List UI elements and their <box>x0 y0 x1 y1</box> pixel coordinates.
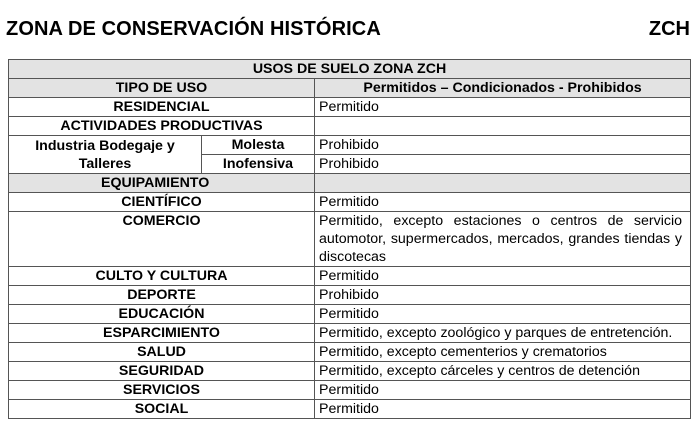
table-row <box>9 136 691 155</box>
row-label: SEGURIDAD <box>9 362 315 381</box>
table-row <box>9 362 691 381</box>
row-label-inofensiva: Inofensiva <box>202 155 315 174</box>
row-label: ESPARCIMIENTO <box>9 324 315 343</box>
table-row <box>9 400 691 419</box>
row-label-equipamiento: EQUIPAMIENTO <box>9 174 315 193</box>
row-label: CIENTÍFICO <box>9 193 315 212</box>
row-value: Permitido <box>315 400 691 419</box>
row-value: Permitido, excepto cementerios y crematorios <box>315 343 691 362</box>
table-row <box>9 343 691 362</box>
row-value: Permitido <box>315 267 691 286</box>
row-label: SALUD <box>9 343 315 362</box>
table-row <box>9 212 691 267</box>
table-header-row <box>9 79 691 98</box>
table-row <box>9 381 691 400</box>
table-row <box>9 286 691 305</box>
table-row <box>9 324 691 343</box>
row-value: Permitido <box>315 381 691 400</box>
row-label: CULTO Y CULTURA <box>9 267 315 286</box>
row-value-equipamiento <box>315 174 691 193</box>
zone-code: ZCH <box>648 18 690 40</box>
row-label-actividades: ACTIVIDADES PRODUCTIVAS <box>9 117 315 136</box>
row-label: SERVICIOS <box>9 381 315 400</box>
table-row <box>9 174 691 193</box>
table-row <box>9 117 691 136</box>
row-value-residencial: Permitido <box>315 98 691 117</box>
page-title: ZONA DE CONSERVACIÓN HISTÓRICA <box>6 18 381 40</box>
table-caption: USOS DE SUELO ZONA ZCH <box>9 60 691 79</box>
row-value: Prohibido <box>315 286 691 305</box>
row-label: SOCIAL <box>9 400 315 419</box>
row-label: EDUCACIÓN <box>9 305 315 324</box>
land-use-table <box>8 59 691 419</box>
table-row <box>9 193 691 212</box>
row-value: Permitido, excepto estaciones o centros de servicio automotor, supermercados, mercados, grandes tiendas y discotecas <box>315 212 691 267</box>
row-value: Permitido, excepto cárceles y centros de detención <box>315 362 691 381</box>
row-label-residencial: RESIDENCIAL <box>9 98 315 117</box>
table-row <box>9 305 691 324</box>
row-value: Permitido, excepto zoológico y parques de entretención. <box>315 324 691 343</box>
row-value: Permitido <box>315 305 691 324</box>
row-label-industria: Industria Bodegaje y Talleres <box>9 136 202 174</box>
column-header-tipo: TIPO DE USO <box>9 79 315 98</box>
row-label: COMERCIO <box>9 212 315 267</box>
row-value-actividades <box>315 117 691 136</box>
table-row <box>9 267 691 286</box>
row-label-molesta: Molesta <box>202 136 315 155</box>
column-header-permitidos: Permitidos – Condicionados - Prohibidos <box>315 79 691 98</box>
table-row <box>9 98 691 117</box>
table-caption-row <box>9 60 691 79</box>
row-value-molesta: Prohibido <box>315 136 691 155</box>
row-label: DEPORTE <box>9 286 315 305</box>
row-value-inofensiva: Prohibido <box>315 155 691 174</box>
row-value: Permitido <box>315 193 691 212</box>
